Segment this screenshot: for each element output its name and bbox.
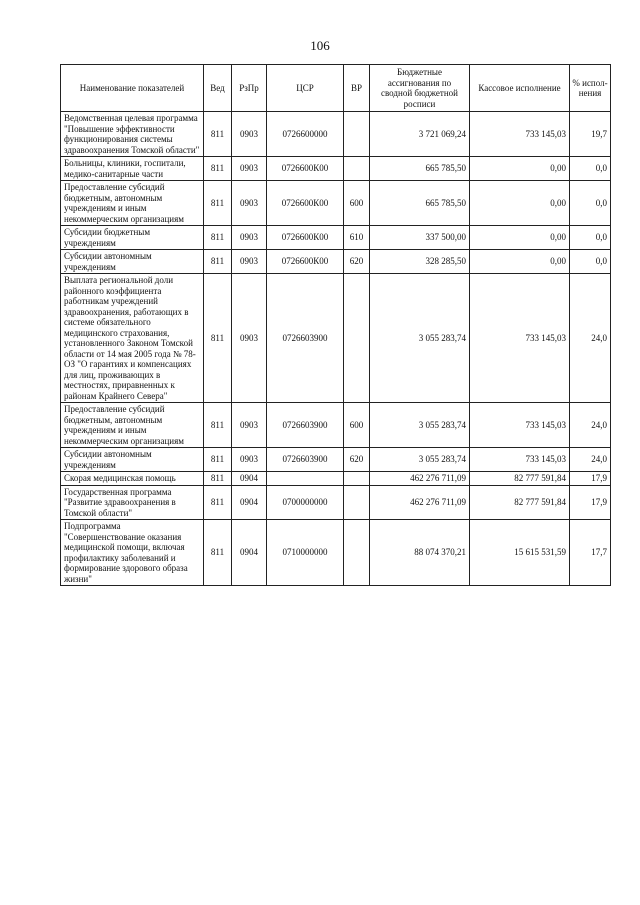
cell-pct: 0,0 (570, 250, 611, 274)
header-csr: ЦСР (267, 65, 344, 112)
cell-csr: 0726600К00 (267, 157, 344, 181)
cell-rzpr: 0903 (232, 112, 267, 157)
header-rzpr: РзПр (232, 65, 267, 112)
cell-name: Государственная программа "Развитие здравоохранения в Томской области" (61, 485, 204, 520)
cell-rzpr: 0903 (232, 448, 267, 472)
cell-pct: 0,0 (570, 226, 611, 250)
cell-vr (344, 274, 370, 403)
cell-ved: 811 (204, 181, 232, 226)
cell-pct: 0,0 (570, 157, 611, 181)
cell-pct: 24,0 (570, 448, 611, 472)
cell-ved: 811 (204, 485, 232, 520)
cell-rzpr: 0904 (232, 472, 267, 486)
cell-name: Субсидии автономным учреждениям (61, 448, 204, 472)
cell-csr: 0710000000 (267, 520, 344, 586)
cell-csr: 0726603900 (267, 448, 344, 472)
cell-pct: 24,0 (570, 274, 611, 403)
cell-name: Больницы, клиники, госпитали, медико-санитарные части (61, 157, 204, 181)
cell-name: Предоставление субсидий бюджетным, автономным учреждениям и иным некоммерческим организациям (61, 403, 204, 448)
cell-budget: 462 276 711,09 (370, 485, 470, 520)
cell-budget: 462 276 711,09 (370, 472, 470, 486)
table-header-row (61, 65, 611, 112)
cell-rzpr: 0903 (232, 274, 267, 403)
cell-name: Предоставление субсидий бюджетным, автономным учреждениям и иным некоммерческим организациям (61, 181, 204, 226)
table-row (61, 250, 611, 274)
table-row (61, 274, 611, 403)
table-row (61, 448, 611, 472)
cell-csr: 0726600000 (267, 112, 344, 157)
table-row (61, 157, 611, 181)
cell-cash: 82 777 591,84 (470, 472, 570, 486)
cell-rzpr: 0903 (232, 181, 267, 226)
cell-cash: 0,00 (470, 181, 570, 226)
cell-budget: 328 285,50 (370, 250, 470, 274)
cell-pct: 17,9 (570, 485, 611, 520)
cell-vr (344, 472, 370, 486)
cell-cash: 0,00 (470, 157, 570, 181)
cell-pct: 24,0 (570, 403, 611, 448)
cell-name: Подпрограмма "Совершенствование оказания медицинской помощи, включая профилактику заболеваний и формирование здорового образа жизни" (61, 520, 204, 586)
cell-ved: 811 (204, 448, 232, 472)
cell-csr: 0726603900 (267, 274, 344, 403)
cell-name: Выплата региональной доли районного коэффициента работникам учреждений здравоохранения, работающих в системе обязательного медицинского страхования, установленного Законом Томской области от 14 мая 2005 года № 78-ОЗ "О гарантиях и компенсациях для лиц, проживающих в местностях, приравненных к районам Крайнего Севера" (61, 274, 204, 403)
cell-vr (344, 520, 370, 586)
table-row (61, 520, 611, 586)
cell-csr: 0726603900 (267, 403, 344, 448)
table-row (61, 112, 611, 157)
cell-vr: 620 (344, 448, 370, 472)
cell-cash: 733 145,03 (470, 403, 570, 448)
table-row (61, 485, 611, 520)
cell-csr: 0726600К00 (267, 226, 344, 250)
cell-csr: 0726600К00 (267, 181, 344, 226)
header-name: Наименование показателей (61, 65, 204, 112)
cell-ved: 811 (204, 250, 232, 274)
cell-pct: 0,0 (570, 181, 611, 226)
cell-csr (267, 472, 344, 486)
cell-budget: 3 721 069,24 (370, 112, 470, 157)
table-row (61, 472, 611, 486)
cell-ved: 811 (204, 112, 232, 157)
cell-cash: 82 777 591,84 (470, 485, 570, 520)
cell-budget: 88 074 370,21 (370, 520, 470, 586)
header-budget: Бюджетные ассигнования по сводной бюджетной росписи (370, 65, 470, 112)
cell-ved: 811 (204, 520, 232, 586)
cell-vr (344, 157, 370, 181)
cell-rzpr: 0904 (232, 520, 267, 586)
cell-cash: 733 145,03 (470, 274, 570, 403)
cell-cash: 15 615 531,59 (470, 520, 570, 586)
cell-vr: 620 (344, 250, 370, 274)
header-cash: Кассовое исполнение (470, 65, 570, 112)
cell-rzpr: 0903 (232, 226, 267, 250)
cell-pct: 19,7 (570, 112, 611, 157)
cell-pct: 17,9 (570, 472, 611, 486)
cell-name: Субсидии автономным учреждениям (61, 250, 204, 274)
cell-budget: 337 500,00 (370, 226, 470, 250)
cell-budget: 665 785,50 (370, 157, 470, 181)
cell-rzpr: 0903 (232, 250, 267, 274)
cell-budget: 665 785,50 (370, 181, 470, 226)
cell-budget: 3 055 283,74 (370, 274, 470, 403)
cell-cash: 0,00 (470, 250, 570, 274)
cell-vr: 600 (344, 403, 370, 448)
table-row (61, 403, 611, 448)
cell-cash: 733 145,03 (470, 448, 570, 472)
cell-budget: 3 055 283,74 (370, 403, 470, 448)
cell-rzpr: 0903 (232, 157, 267, 181)
cell-csr: 0700000000 (267, 485, 344, 520)
cell-name: Скорая медицинская помощь (61, 472, 204, 486)
table-row (61, 226, 611, 250)
page-number: 106 (310, 38, 330, 53)
cell-name: Субсидии бюджетным учреждениям (61, 226, 204, 250)
cell-ved: 811 (204, 226, 232, 250)
budget-execution-table (60, 64, 611, 586)
cell-ved: 811 (204, 274, 232, 403)
cell-vr (344, 112, 370, 157)
cell-cash: 0,00 (470, 226, 570, 250)
table-row (61, 181, 611, 226)
cell-vr: 610 (344, 226, 370, 250)
table-body (61, 112, 611, 586)
cell-name: Ведомственная целевая программа "Повышение эффективности функционирования системы здравоохранения Томской области" (61, 112, 204, 157)
header-ved: Вед (204, 65, 232, 112)
cell-ved: 811 (204, 157, 232, 181)
cell-rzpr: 0904 (232, 485, 267, 520)
cell-rzpr: 0903 (232, 403, 267, 448)
header-vr: ВР (344, 65, 370, 112)
cell-ved: 811 (204, 403, 232, 448)
cell-budget: 3 055 283,74 (370, 448, 470, 472)
cell-ved: 811 (204, 472, 232, 486)
cell-pct: 17,7 (570, 520, 611, 586)
header-pct: % испол-нения (570, 65, 611, 112)
cell-csr: 0726600К00 (267, 250, 344, 274)
cell-vr (344, 485, 370, 520)
cell-vr: 600 (344, 181, 370, 226)
cell-cash: 733 145,03 (470, 112, 570, 157)
